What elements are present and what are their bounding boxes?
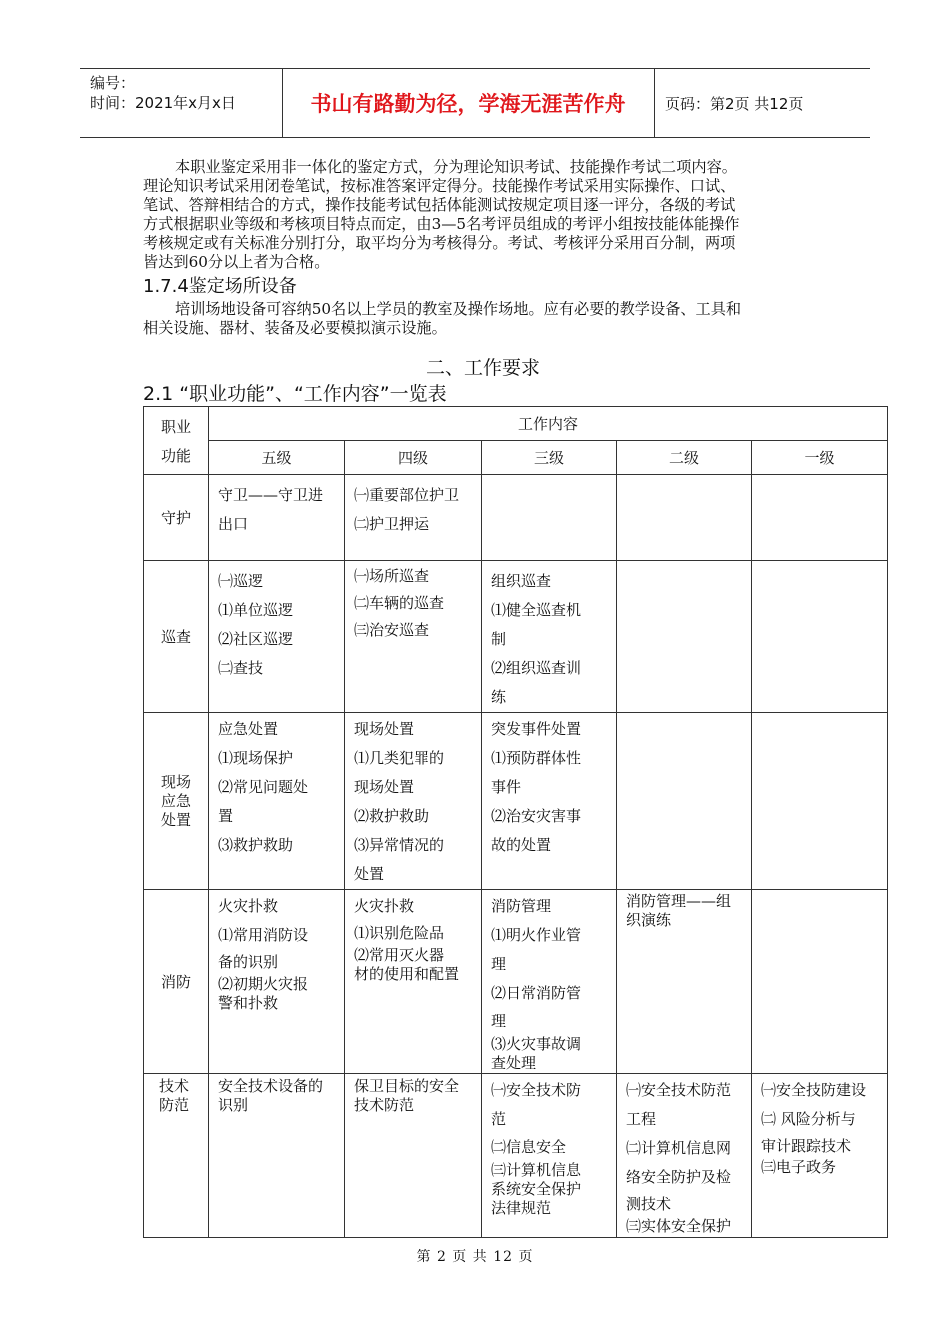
text-line: 理论知识考试采用闭卷笔试，按标准答案评定得分。技能操作考试采用实际操作、口试、 bbox=[143, 177, 736, 195]
content-line: ㈠场所巡查 bbox=[354, 567, 430, 585]
header-function-cell bbox=[144, 407, 209, 475]
table-row bbox=[144, 475, 888, 561]
header-divider bbox=[654, 69, 655, 137]
content-cell bbox=[209, 561, 345, 713]
content-cell bbox=[482, 561, 617, 713]
content-cell bbox=[482, 1074, 617, 1238]
content-cell bbox=[752, 475, 888, 561]
content-line: 查处理 bbox=[491, 1054, 537, 1072]
content-line: ⑶救护救助 bbox=[218, 836, 294, 854]
function-label: 应急 bbox=[160, 791, 191, 810]
content-line: 安全技术设备的 bbox=[218, 1077, 324, 1095]
work-requirements-table bbox=[143, 406, 888, 1238]
text-line: 考核规定或有关标准分别打分，取平均分为考核得分。考试、考核评分采用百分制，两项 bbox=[143, 234, 736, 252]
content-cell bbox=[209, 1074, 345, 1238]
function-label: 消防 bbox=[160, 973, 191, 991]
content-cell bbox=[752, 890, 888, 1074]
header-content-label: 工作内容 bbox=[517, 415, 578, 433]
function-label: 现场 bbox=[160, 772, 191, 791]
content-cell bbox=[617, 1074, 752, 1238]
content-line: ㈡护卫押运 bbox=[354, 515, 430, 533]
header-function-line: 职业 bbox=[160, 418, 191, 436]
content-line: 络安全防护及检 bbox=[626, 1168, 732, 1186]
content-line: 处置 bbox=[354, 865, 385, 883]
content-line: ⑴识别危险品 bbox=[354, 924, 445, 942]
content-line: 工程 bbox=[626, 1110, 657, 1128]
content-line: 法律规范 bbox=[491, 1199, 552, 1217]
level-header: 五级 bbox=[209, 441, 345, 475]
content-line: 技术防范 bbox=[354, 1096, 415, 1114]
content-line: ㈠巡逻 bbox=[218, 572, 264, 590]
level-header: 二级 bbox=[617, 441, 752, 475]
page-header bbox=[80, 68, 870, 138]
content-line: 火灾扑救 bbox=[354, 897, 415, 915]
content-line: 练 bbox=[491, 688, 507, 706]
content-cell bbox=[617, 890, 752, 1074]
content-line: 消防管理 bbox=[491, 897, 552, 915]
content-line: 警和扑救 bbox=[218, 994, 279, 1012]
section-heading-21: 2.1 “职业功能”、“工作内容”一览表 bbox=[143, 383, 447, 405]
page-footer: 第 2 页 共 12 页 bbox=[416, 1249, 534, 1265]
header-content-cell bbox=[209, 407, 888, 441]
content-cell bbox=[482, 713, 617, 890]
content-line: ⑵常用灭火器 bbox=[354, 946, 445, 964]
content-line: ⑴预防群体性 bbox=[491, 749, 582, 767]
content-line: 组织巡查 bbox=[491, 572, 552, 590]
time-label: 时间：2021年x月x日 bbox=[90, 94, 236, 112]
content-line: ⑶火灾事故调 bbox=[491, 1035, 582, 1053]
content-cell bbox=[752, 1074, 888, 1238]
content-line: ㈡车辆的巡查 bbox=[354, 594, 445, 612]
table-row bbox=[144, 890, 888, 1074]
content-line: ⑴现场保护 bbox=[218, 749, 294, 767]
code-label: 编号： bbox=[90, 74, 136, 92]
chapter-title: 二、工作要求 bbox=[425, 357, 540, 379]
content-line: 置 bbox=[218, 807, 234, 825]
content-line: ⑴常用消防设 bbox=[218, 926, 309, 944]
function-cell bbox=[144, 890, 209, 1074]
content-cell bbox=[482, 475, 617, 561]
content-line: 理 bbox=[491, 1012, 507, 1030]
content-cell bbox=[482, 890, 617, 1074]
content-cell bbox=[752, 561, 888, 713]
header-meta bbox=[90, 73, 236, 113]
content-line: 现场处置 bbox=[354, 720, 415, 738]
function-cell bbox=[144, 561, 209, 713]
content-line: ㈠安全技术防 bbox=[491, 1081, 582, 1099]
content-line: ㈠安全技防建设 bbox=[761, 1081, 867, 1099]
content-line: ㈡ 风险分析与 bbox=[761, 1110, 856, 1128]
content-line: ⑵日常消防管 bbox=[491, 984, 582, 1002]
function-cell bbox=[144, 475, 209, 561]
content-cell bbox=[345, 1074, 482, 1238]
content-line: 消防管理——组 bbox=[626, 892, 732, 910]
content-line: 守卫——守卫进 bbox=[218, 486, 324, 504]
content-line: 火灾扑救 bbox=[218, 897, 279, 915]
content-cell bbox=[345, 890, 482, 1074]
function-label: 处置 bbox=[160, 810, 191, 829]
level-header: 四级 bbox=[345, 441, 482, 475]
content-line: 故的处置 bbox=[491, 836, 552, 854]
table-row bbox=[144, 561, 888, 713]
content-line: ⑵组织巡查训 bbox=[491, 659, 582, 677]
content-line: ⑴明火作业管 bbox=[491, 926, 582, 944]
content-cell bbox=[209, 475, 345, 561]
content-line: ⑴几类犯罪的 bbox=[354, 749, 445, 767]
content-cell bbox=[345, 713, 482, 890]
content-cell bbox=[345, 561, 482, 713]
text-line: 相关设施、器材、装备及必要模拟演示设施。 bbox=[143, 319, 447, 337]
content-line: ⑵初期火灾报 bbox=[218, 975, 309, 993]
content-line: ㈠安全技术防范 bbox=[626, 1081, 732, 1099]
text-line: 培训场地设备可容纳50名以上学员的教室及操作场地。应有必要的教学设备、工具和 bbox=[175, 300, 742, 318]
content-line: 织演练 bbox=[626, 911, 672, 929]
header-function-line: 功能 bbox=[160, 447, 191, 465]
content-cell bbox=[752, 713, 888, 890]
content-line: 备的识别 bbox=[218, 953, 279, 971]
content-line: 系统安全保护 bbox=[491, 1180, 582, 1198]
text-line: 方式根据职业等级和考核项目特点而定，由3—5名考评员组成的考评小组按技能体能操作 bbox=[143, 215, 740, 233]
content-line: ㈡计算机信息网 bbox=[626, 1139, 732, 1157]
content-line: ⑴单位巡逻 bbox=[218, 601, 294, 619]
header-motto: 书山有路勤为径，学海无涯苦作舟 bbox=[310, 92, 626, 116]
content-cell bbox=[617, 713, 752, 890]
header-page-info: 页码：第2页 共12页 bbox=[665, 94, 804, 113]
text-line: 本职业鉴定采用非一体化的鉴定方式，分为理论知识考试、技能操作考试二项内容。 bbox=[175, 158, 737, 176]
table-row bbox=[144, 1074, 888, 1238]
function-cell bbox=[144, 713, 209, 890]
content-line: 制 bbox=[491, 630, 507, 648]
content-line: 应急处置 bbox=[218, 720, 279, 738]
content-line: 测技术 bbox=[626, 1195, 672, 1213]
content-line: ⑵治安灾害事 bbox=[491, 807, 582, 825]
function-label: 技术 bbox=[159, 1077, 190, 1095]
content-line: ⑵常见问题处 bbox=[218, 778, 309, 796]
level-header: 三级 bbox=[482, 441, 617, 475]
content-line: ㈢治安巡查 bbox=[354, 621, 430, 639]
content-line: ⑵救护救助 bbox=[354, 807, 430, 825]
content-line: 出口 bbox=[218, 515, 249, 533]
content-cell bbox=[345, 475, 482, 561]
table-row bbox=[144, 713, 888, 890]
content-line: 现场处置 bbox=[354, 778, 415, 796]
content-line: ㈡信息安全 bbox=[491, 1138, 567, 1156]
content-line: 识别 bbox=[218, 1096, 249, 1114]
content-line: 审计跟踪技术 bbox=[761, 1137, 852, 1155]
section-heading-174: 1.7.4鉴定场所设备 bbox=[143, 276, 297, 297]
equipment-paragraph bbox=[143, 300, 823, 338]
content-cell bbox=[617, 475, 752, 561]
content-line: ㈠重要部位护卫 bbox=[354, 486, 460, 504]
content-cell bbox=[617, 561, 752, 713]
content-line: 范 bbox=[491, 1110, 507, 1128]
content-line: ⑴健全巡查机 bbox=[491, 601, 582, 619]
content-line: ㈢计算机信息 bbox=[491, 1161, 582, 1179]
function-label: 巡查 bbox=[160, 628, 191, 646]
assessment-paragraph bbox=[143, 158, 823, 272]
text-line: 皆达到60分以上者为合格。 bbox=[143, 253, 330, 271]
content-line: 事件 bbox=[491, 778, 522, 796]
function-cell bbox=[144, 1074, 209, 1238]
content-cell bbox=[209, 890, 345, 1074]
content-line: ⑶异常情况的 bbox=[354, 836, 445, 854]
content-line: ⑵社区巡逻 bbox=[218, 630, 294, 648]
function-label: 守护 bbox=[160, 509, 191, 527]
content-line: ㈢电子政务 bbox=[761, 1158, 837, 1176]
content-line: 突发事件处置 bbox=[491, 720, 582, 738]
content-line: ㈢实体安全保护 bbox=[626, 1217, 732, 1235]
content-line: 保卫目标的安全 bbox=[354, 1077, 460, 1095]
level-header: 一级 bbox=[752, 441, 888, 475]
function-label: 防范 bbox=[159, 1096, 190, 1114]
text-line: 笔试、答辩相结合的方式，操作技能考试包括体能测试按规定项目逐一评分，各级的考试 bbox=[143, 196, 736, 214]
content-cell bbox=[209, 713, 345, 890]
content-line: 材的使用和配置 bbox=[354, 965, 460, 983]
content-line: 理 bbox=[491, 955, 507, 973]
content-line: ㈡查技 bbox=[218, 659, 264, 677]
